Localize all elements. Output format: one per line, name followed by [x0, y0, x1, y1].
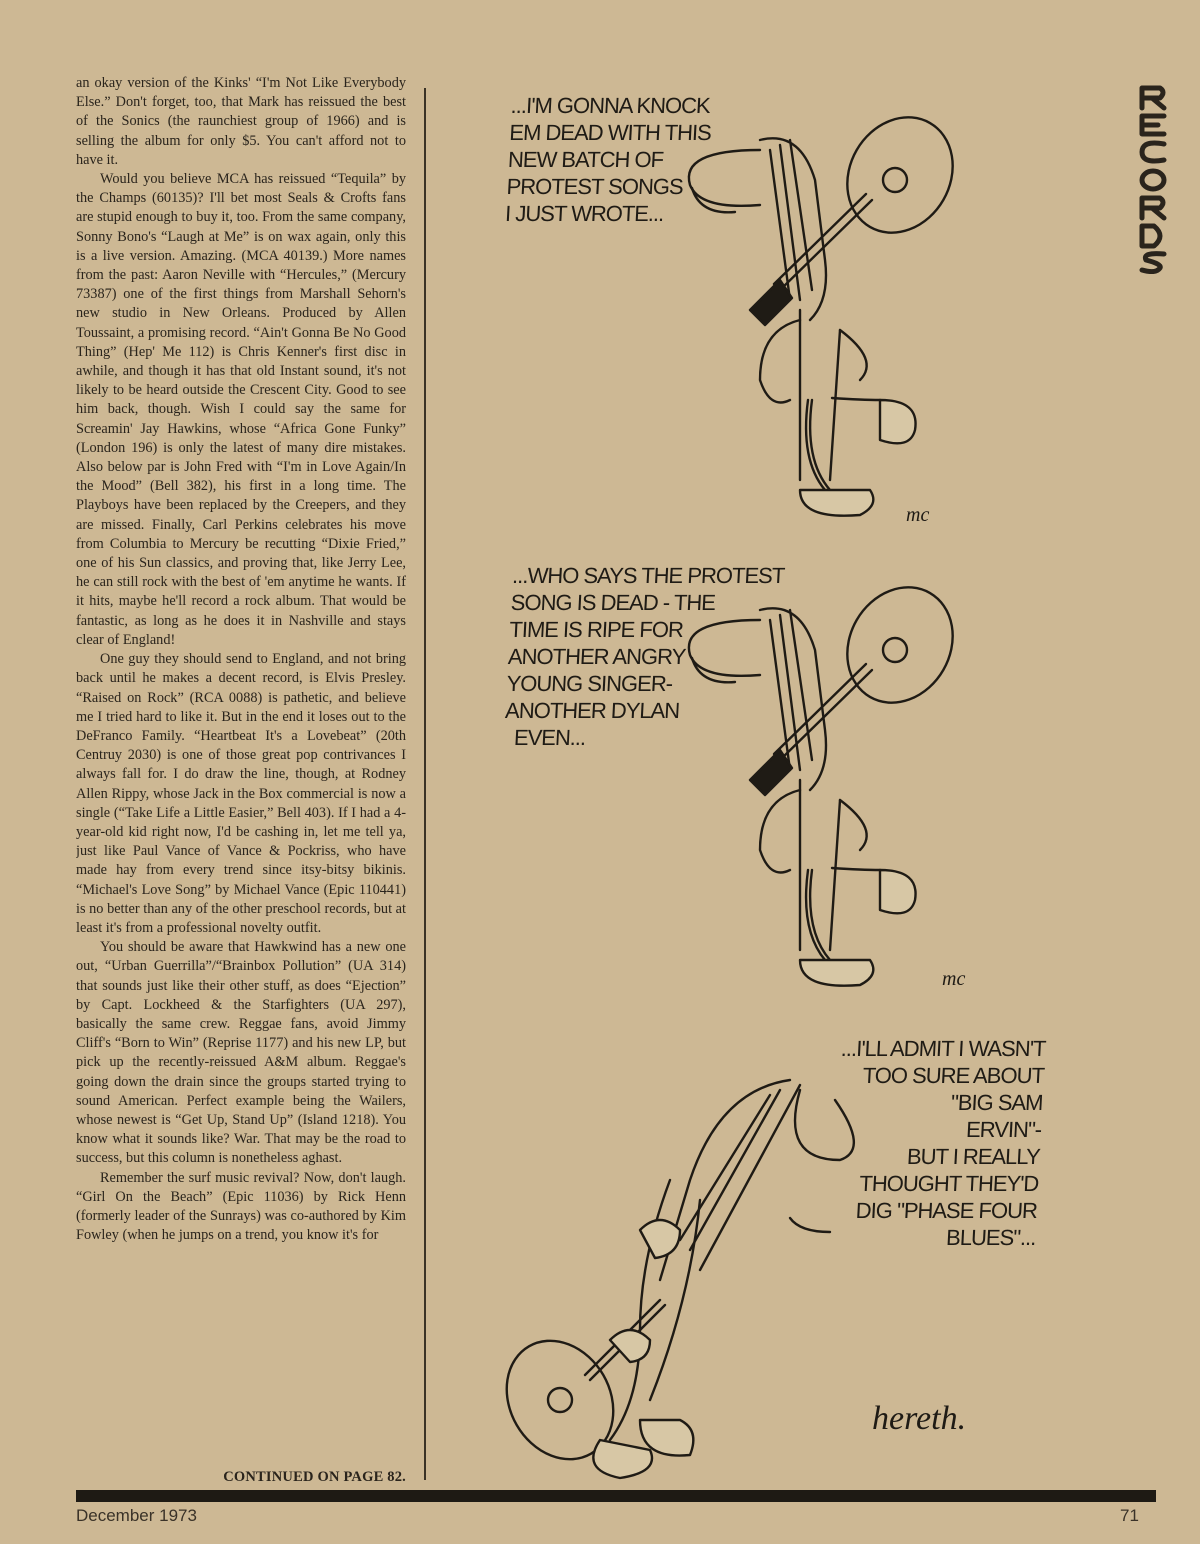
article-paragraph: One guy they should send to England, and not bring back until he makes a decent record, is Elvis Presley. “Raised on Rock” (RCA 0088) is pathetic, and believe me I tried hard to like it. But in the end it loses out to the DeFranco Family. “Heartbeat It's a Lovebeat” (20th Centruy 2030) is one of those great pop contrivances I always fall for. I do draw the line, though, at Rodney Allen Rippy, whose Jack in the Box commercial is now a single (“Take Life a Little Easier,” Bell 403). If I had a 4-year-old kid right now, I'd be cashing in, let me tell ya, just like Paul Vance of Vance & Pockriss, who have made hay from every trend since itsy-bitsy bikinis. “Michael's Love Song” by Michael Vance (Epic 110441) is no better than any of the other preschool records, but at least it's from a professional novelty outfit. [76, 651, 406, 936]
continued-notice: CONTINUED ON PAGE 82. [223, 1469, 406, 1485]
cartoon-caption-3: ...I'LL ADMIT I WASN'T TOO SURE ABOUT "BIG SAM ERVIN"- BUT I REALLY THOUGHT THEY'D DIG "PHASE FOUR BLUES"... [840, 1036, 1047, 1250]
cartoon-illustration [440, 80, 1140, 1480]
cartoon-caption-2: ...WHO SAYS THE PROTEST SONG IS DEAD - THE TIME IS RIPE FOR ANOTHER ANGRY YOUNG SINGER- ANOTHER DYLAN EVEN... [503, 563, 785, 750]
cartoon-caption-1: ...I'M GONNA KNOCK EM DEAD WITH THIS NEW BATCH OF PROTEST SONGS I JUST WROTE... [504, 93, 712, 226]
article-paragraph: Would you believe MCA has reissued “Tequila” by the Champs (60135)? I'll bet most Seals & Crofts fans are stupid enough to buy it, too. From the same company, Sonny Bono's “Laugh at Me” is on wax again, only this is a live version. Amazing. (MCA 40139.) More names from the past: Aaron Neville with “Hercules,” (Mercury 73387) one of the first things from Marshall Sehorn's new studio in New Orleans. Produced by Allen Toussaint, a promising record. “Ain't Gonna Be No Good Thing” (Hep' Me 112) is Chris Kenner's first disc in awhile, and though it has that old Instant sound, it's not likely to be heard outside the Crescent City. Good to see him back, though. Wish I could say the same for Screamin' Jay Hawkins, whose “Africa Gone Funky” (London 196) is only the latest of many dire mistakes. Also below par is John Fred with “I'm in Love Again/In the Mood” (Bell 382), his first in a long time. The Playboys have been replaced by the Creepers, and they are missed. Finally, Carl Perkins celebrates his move from Columbia to Mercury be recutting “Dixie Fried,” one of his Sun classics, and proving that, like Jerry Lee, he can still rock with the best of 'em anytime he wants. If it hits, maybe he'll record a rock album. That would be fantastic, as long as he does it in Nashville and stays clear of England! [76, 171, 406, 648]
issue-date: December 1973 [76, 1506, 197, 1525]
folk-singer-figure-3 [486, 1080, 854, 1479]
article-paragraph: Remember the surf music revival? Now, don't laugh. “Girl On the Beach” (Epic 11036) by Rick Henn (formerly leader of the Sunrays) was co-authored by Kim Fowley (when he jumps on a trend, you know it's for [76, 1169, 406, 1244]
article-paragraph: an okay version of the Kinks' “I'm Not Like Everybody Else.” Don't forget, too, that Mark has reissued the best of the Sonics (the raunchiest group of 1966) and is selling the album for only $5. You can't afford not to have it. [76, 75, 406, 168]
section-label-records [1138, 84, 1170, 274]
artist-initials-2: mc [942, 968, 966, 990]
artist-signature: hereth. [872, 1400, 967, 1437]
artist-initials-1: mc [906, 504, 930, 526]
column-divider [424, 88, 426, 1480]
page-number: 71 [1120, 1506, 1139, 1525]
article-column [76, 74, 406, 1490]
article-paragraph: You should be aware that Hawkwind has a new one out, “Urban Guerrilla”/“Brainbox Pollution” (UA 314) that sounds just like their other stuff, as does “Ejection” by Capt. Lockheed & the Starfighters (UA 297), basically the same crew. Reggae fans, avoid Jimmy Cliff's “Born to Win” (Reprise 1177) and his new LP, but pick up the recently-reissued A&M album. Reggae's going down the drain since the groups started trying to sound American. Perfect example being the Wailers, whose newest is “Get Up, Stand Up” (Island 1218). You know what it sounds like? War. That may be the road to success, but this column is nonetheless aghast. [76, 939, 406, 1167]
folk-singer-figure-2 [689, 568, 973, 986]
folk-singer-figure-1 [689, 98, 973, 516]
footer-rule [76, 1490, 1156, 1502]
